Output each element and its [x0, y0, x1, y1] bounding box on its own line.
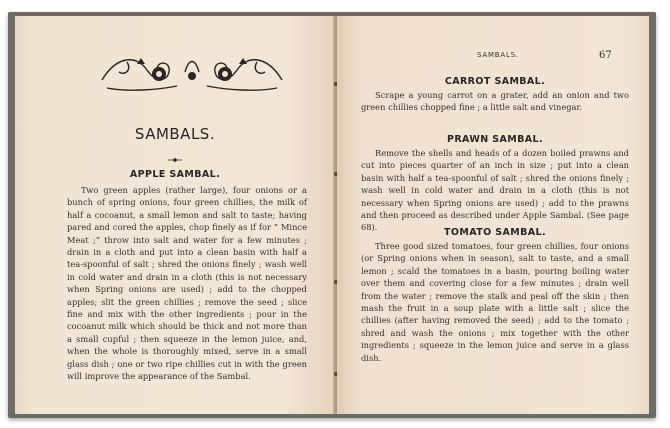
recipe-text-carrot: Scrape a young carrot on a grater, add an onion and two green chillies chopped fine ; a little salt and vinegar.: [361, 90, 629, 113]
running-head: SAMBALS.: [477, 51, 519, 59]
recipe-title-prawn: PRAWN SAMBAL.: [446, 134, 544, 145]
recipe-text-apple: Two green apples (rather large), four onions or a bunch of spring onions, four green chillies, the milk of half a cocoanut, a small lemon and salt to taste; having pared and cored the apples, chop finely as if for “ Mince Meat ;” throw into salt and water for a few minutes ; drain in a cloth and put into a clean basin with half a tea-spoonful of salt ; shred the onions finely ; wash well in cold water and drain in a cloth (this is not necessary when Spring onions are used) ; add to the chopped apples; slit the green chillies ; remove the seed ; slice fine and mix with the other ingredients ; pour in the cocoanut milk which should be thick and not more than a small cupful ; then squeeze in the lemon juice, and, when the whole is thoroughly mixed, serve in a small glass dish ; one or two ripe chillies cut in with the green will improve the appearance of the Sambal.: [67, 185, 307, 382]
divider-ornament-icon: [168, 157, 182, 163]
recipe-title-carrot: CARROT SAMBAL.: [444, 76, 546, 87]
recipe-text-tomato: Three good sized tomatoes, four green chillies, four onions (or Spring onions when in season), salt to taste, and a small lemon ; scald the tomatoes in a basin, pouring boiling water over them and covering close for a few minutes ; drain well from the water ; remove the stalk and peal off the skin ; then mash the fruit in a soup plate with a little salt ; slice the chillies (after having removed the seed) ; add to the tomato ; shred and wash the onions ; mix together with the other ingredients ; squeeze in the lemon juice and serve in a glass dish.: [361, 241, 629, 363]
page-number: 67: [599, 50, 612, 61]
open-book: [8, 12, 656, 418]
recipe-text-prawn: Remove the shells and heads of a dozen boiled prawns and cut into pieces quarter of an inch in size ; put into a clean basin with half a tea-spoonful of salt ; shred the onions finely ; wash well in cold water and drain in a cloth (this is not necessary when Spring onions are used) ; add to the prawns and then proceed as described under Apple Sambal. (See page 68).: [361, 148, 629, 233]
right-page: [337, 16, 649, 414]
recipe-title-apple: APPLE SAMBAL.: [129, 169, 221, 180]
chapter-title: SAMBALS.: [134, 125, 216, 143]
recipe-title-tomato: TOMATO SAMBAL.: [444, 227, 546, 238]
floral-ornament-icon: [97, 50, 287, 94]
left-page: [15, 16, 336, 414]
